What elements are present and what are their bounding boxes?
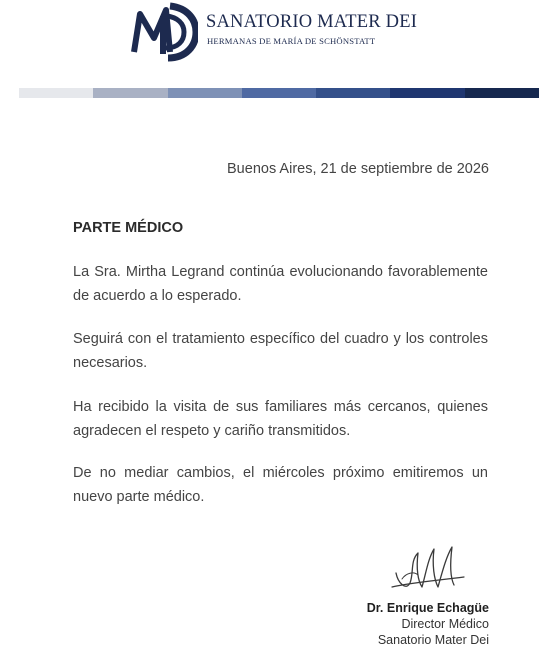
letter-paragraph: La Sra. Mirtha Legrand continúa evolucionando favorablemente de acuerdo a lo esperado. — [73, 264, 488, 304]
signer-role: Director Médico — [401, 617, 489, 631]
stripe-segment — [242, 88, 316, 98]
letter-paragraph: Ha recibido la visita de sus familiares más cercanos, quienes agradecen el respeto y cariño transmitidos. — [73, 399, 488, 439]
handwritten-signature-icon — [388, 543, 468, 597]
signature-block — [367, 600, 489, 648]
header-color-stripe — [19, 88, 539, 98]
letter-date: Buenos Aires, 21 de septiembre de 2026 — [227, 161, 489, 177]
letter-paragraph: Seguirá con el tratamiento específico del cuadro y los controles necesarios. — [73, 331, 488, 371]
letterhead — [0, 0, 557, 70]
letter-paragraph: De no mediar cambios, el miércoles próximo emitiremos un nuevo parte médico. — [73, 465, 488, 505]
org-name: SANATORIO MATER DEI — [206, 12, 418, 32]
stripe-segment — [168, 88, 242, 98]
signer-name: Dr. Enrique Echagüe — [366, 601, 489, 615]
stripe-segment — [316, 88, 390, 98]
stripe-segment — [19, 88, 93, 98]
stripe-segment — [93, 88, 167, 98]
signer-institution: Sanatorio Mater Dei — [377, 633, 489, 647]
org-subtitle: HERMANAS DE MARÍA DE SCHÖNSTATT — [207, 36, 376, 46]
stripe-segment — [465, 88, 539, 98]
mater-dei-monogram-icon — [130, 2, 198, 62]
stripe-segment — [390, 88, 464, 98]
letter-title: PARTE MÉDICO — [73, 220, 184, 236]
